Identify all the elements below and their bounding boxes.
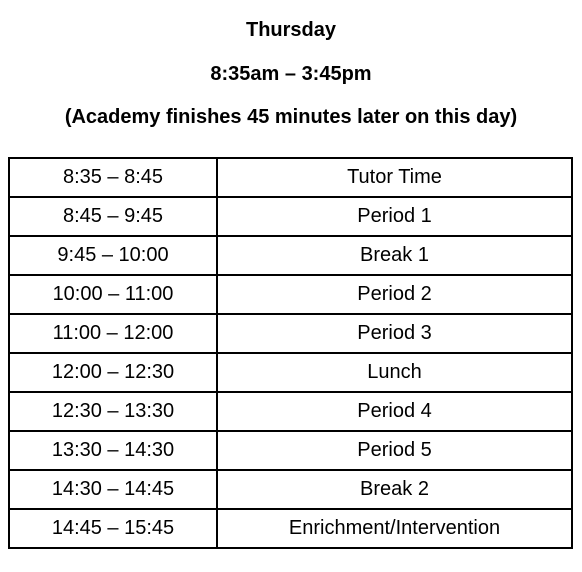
time-cell: 9:45 – 10:00 xyxy=(9,236,217,275)
activity-cell: Tutor Time xyxy=(217,158,572,197)
activity-cell: Break 2 xyxy=(217,470,572,509)
day-hours: 8:35am – 3:45pm xyxy=(210,63,372,85)
table-row xyxy=(9,509,572,548)
table-row xyxy=(9,236,572,275)
table-row xyxy=(9,470,572,509)
activity-cell: Period 1 xyxy=(217,197,572,236)
table-row xyxy=(9,431,572,470)
activity-cell: Enrichment/Intervention xyxy=(217,509,572,548)
activity-cell: Period 2 xyxy=(217,275,572,314)
day-note: (Academy finishes 45 minutes later on this day) xyxy=(64,106,518,128)
activity-cell: Period 4 xyxy=(217,392,572,431)
time-cell: 10:00 – 11:00 xyxy=(9,275,217,314)
table-row xyxy=(9,353,572,392)
table-row xyxy=(9,197,572,236)
table-row xyxy=(9,275,572,314)
activity-cell: Period 3 xyxy=(217,314,572,353)
activity-cell: Lunch xyxy=(217,353,572,392)
time-cell: 12:00 – 12:30 xyxy=(9,353,217,392)
time-cell: 13:30 – 14:30 xyxy=(9,431,217,470)
day-title: Thursday xyxy=(245,19,337,41)
timetable xyxy=(8,157,573,549)
time-cell: 14:30 – 14:45 xyxy=(9,470,217,509)
table-row xyxy=(9,314,572,353)
table-row xyxy=(9,158,572,197)
time-cell: 14:45 – 15:45 xyxy=(9,509,217,548)
time-cell: 12:30 – 13:30 xyxy=(9,392,217,431)
time-cell: 11:00 – 12:00 xyxy=(9,314,217,353)
activity-cell: Break 1 xyxy=(217,236,572,275)
time-cell: 8:45 – 9:45 xyxy=(9,197,217,236)
time-cell: 8:35 – 8:45 xyxy=(9,158,217,197)
activity-cell: Period 5 xyxy=(217,431,572,470)
table-row xyxy=(9,392,572,431)
